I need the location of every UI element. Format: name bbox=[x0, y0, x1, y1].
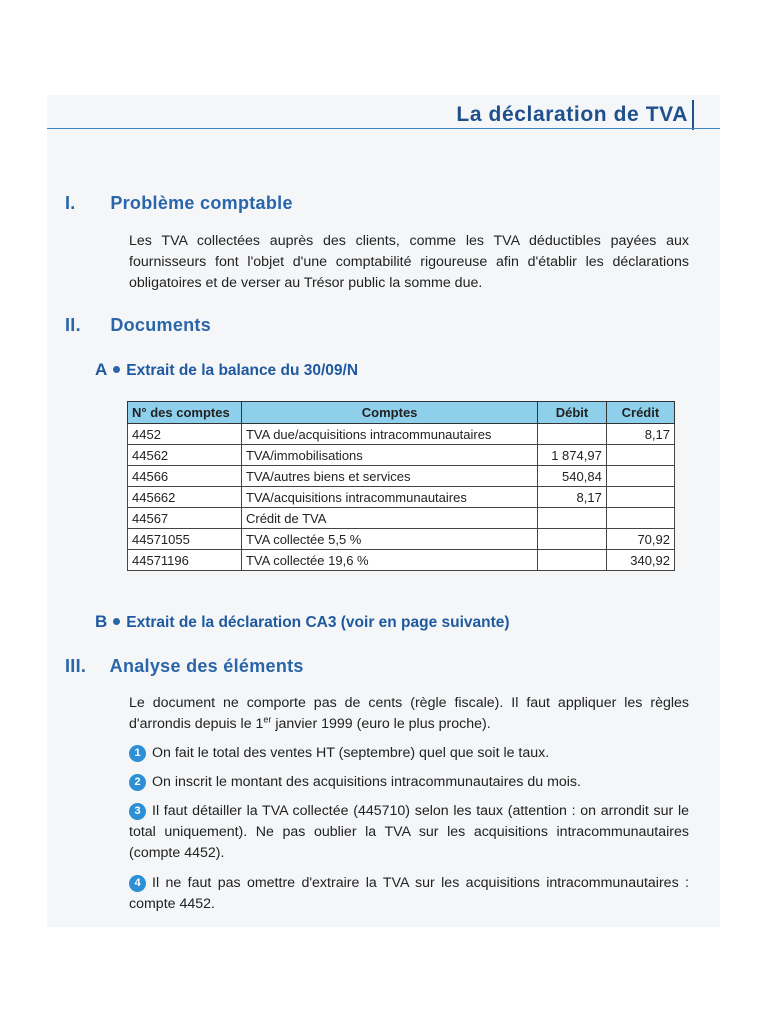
table-row bbox=[128, 466, 675, 487]
analysis-item-4 bbox=[129, 873, 689, 915]
table-row bbox=[128, 487, 675, 508]
table-row bbox=[128, 550, 675, 571]
col-header-debit: Débit bbox=[538, 402, 607, 424]
section-2-number: II. bbox=[65, 315, 81, 335]
number-1-circle-icon: 1 bbox=[129, 745, 146, 762]
page-header-title: La déclaration de TVA bbox=[456, 103, 688, 126]
subsection-a-letter: A bbox=[95, 360, 108, 379]
account-label-cell: TVA collectée 5,5 % bbox=[241, 529, 537, 550]
debit-cell bbox=[538, 424, 607, 445]
analysis-item-1 bbox=[129, 743, 689, 764]
balance-table bbox=[127, 401, 675, 571]
debit-cell: 540,84 bbox=[538, 466, 607, 487]
section-3-heading bbox=[65, 656, 304, 677]
number-2-circle-icon: 2 bbox=[129, 774, 146, 791]
account-label-cell: TVA/immobilisations bbox=[241, 445, 537, 466]
analysis-item-text: Il faut détailler la TVA collectée (445710) selon les taux (attention : on arrondit sur le total uniquement). Ne pas oublier la TVA sur les acquisitions intracommunautaires (compte 4452). bbox=[129, 803, 689, 861]
account-label-cell: TVA collectée 19,6 % bbox=[241, 550, 537, 571]
subsection-b-heading bbox=[95, 612, 510, 632]
account-number-cell: 44571196 bbox=[128, 550, 242, 571]
section-2-title: Documents bbox=[110, 315, 212, 335]
intro-text-start: Le document ne comporte pas de cents (règle fiscale). Il faut appliquer les règles d'arrondis depuis le 1 bbox=[129, 695, 689, 732]
table-row bbox=[128, 529, 675, 550]
section-2-heading bbox=[65, 315, 211, 336]
table-row bbox=[128, 445, 675, 466]
analysis-item-text: On inscrit le montant des acquisitions intracommunautaires du mois. bbox=[152, 774, 581, 790]
account-number-cell: 4452 bbox=[128, 424, 242, 445]
header-divider bbox=[692, 100, 694, 130]
credit-cell: 8,17 bbox=[606, 424, 674, 445]
col-header-account-number: N° des comptes bbox=[128, 402, 242, 424]
col-header-credit: Crédit bbox=[606, 402, 674, 424]
table-row bbox=[128, 508, 675, 529]
analysis-item-text: Il ne faut pas omettre d'extraire la TVA sur les acquisitions intracommunautaires : compte 4452. bbox=[129, 875, 689, 912]
section-3-title: Analyse des éléments bbox=[109, 656, 304, 676]
credit-cell bbox=[606, 487, 674, 508]
number-4-circle-icon: 4 bbox=[129, 875, 146, 892]
section-1-heading bbox=[65, 193, 293, 214]
section-3-number: III. bbox=[65, 656, 87, 676]
analysis-item-3 bbox=[129, 801, 689, 864]
number-3-circle-icon: 3 bbox=[129, 803, 146, 820]
credit-cell: 70,92 bbox=[606, 529, 674, 550]
balance-header-row bbox=[128, 402, 675, 424]
account-number-cell: 44571055 bbox=[128, 529, 242, 550]
subsection-a-title: Extrait de la balance du 30/09/N bbox=[126, 362, 359, 379]
debit-cell: 8,17 bbox=[538, 487, 607, 508]
subsection-b-title: Extrait de la déclaration CA3 (voir en page suivante) bbox=[126, 614, 510, 631]
subsection-b-letter: B bbox=[95, 612, 108, 631]
account-label-cell: Crédit de TVA bbox=[241, 508, 537, 529]
account-number-cell: 44562 bbox=[128, 445, 242, 466]
analysis-item-text: On fait le total des ventes HT (septembre) quel que soit le taux. bbox=[152, 745, 550, 761]
table-row bbox=[128, 424, 675, 445]
credit-cell bbox=[606, 445, 674, 466]
bullet-dot-icon bbox=[113, 618, 120, 625]
intro-text-end: janvier 1999 (euro le plus proche). bbox=[271, 716, 491, 732]
bullet-dot-icon bbox=[113, 366, 120, 373]
debit-cell bbox=[538, 508, 607, 529]
section-1-paragraph: Les TVA collectées auprès des clients, comme les TVA déductibles payées aux fournisseurs font l'objet d'une comptabilité rigoureuse afin d'établir les déclarations obligatoires et de verser au Trésor public la somme due. bbox=[129, 233, 689, 291]
debit-cell bbox=[538, 550, 607, 571]
document-page bbox=[47, 95, 720, 927]
credit-cell bbox=[606, 508, 674, 529]
account-label-cell: TVA/acquisitions intracommunautaires bbox=[241, 487, 537, 508]
debit-cell: 1 874,97 bbox=[538, 445, 607, 466]
section-1-title: Problème comptable bbox=[110, 193, 293, 213]
header-rule bbox=[47, 128, 720, 129]
section-3-intro bbox=[129, 693, 689, 735]
account-number-cell: 445662 bbox=[128, 487, 242, 508]
ordinal-superscript: er bbox=[263, 714, 272, 725]
analysis-item-2 bbox=[129, 772, 689, 793]
credit-cell bbox=[606, 466, 674, 487]
account-number-cell: 44566 bbox=[128, 466, 242, 487]
account-label-cell: TVA due/acquisitions intracommunautaires bbox=[241, 424, 537, 445]
section-1-number: I. bbox=[65, 193, 76, 213]
account-number-cell: 44567 bbox=[128, 508, 242, 529]
subsection-a-heading bbox=[95, 360, 358, 380]
col-header-accounts: Comptes bbox=[241, 402, 537, 424]
credit-cell: 340,92 bbox=[606, 550, 674, 571]
debit-cell bbox=[538, 529, 607, 550]
account-label-cell: TVA/autres biens et services bbox=[241, 466, 537, 487]
